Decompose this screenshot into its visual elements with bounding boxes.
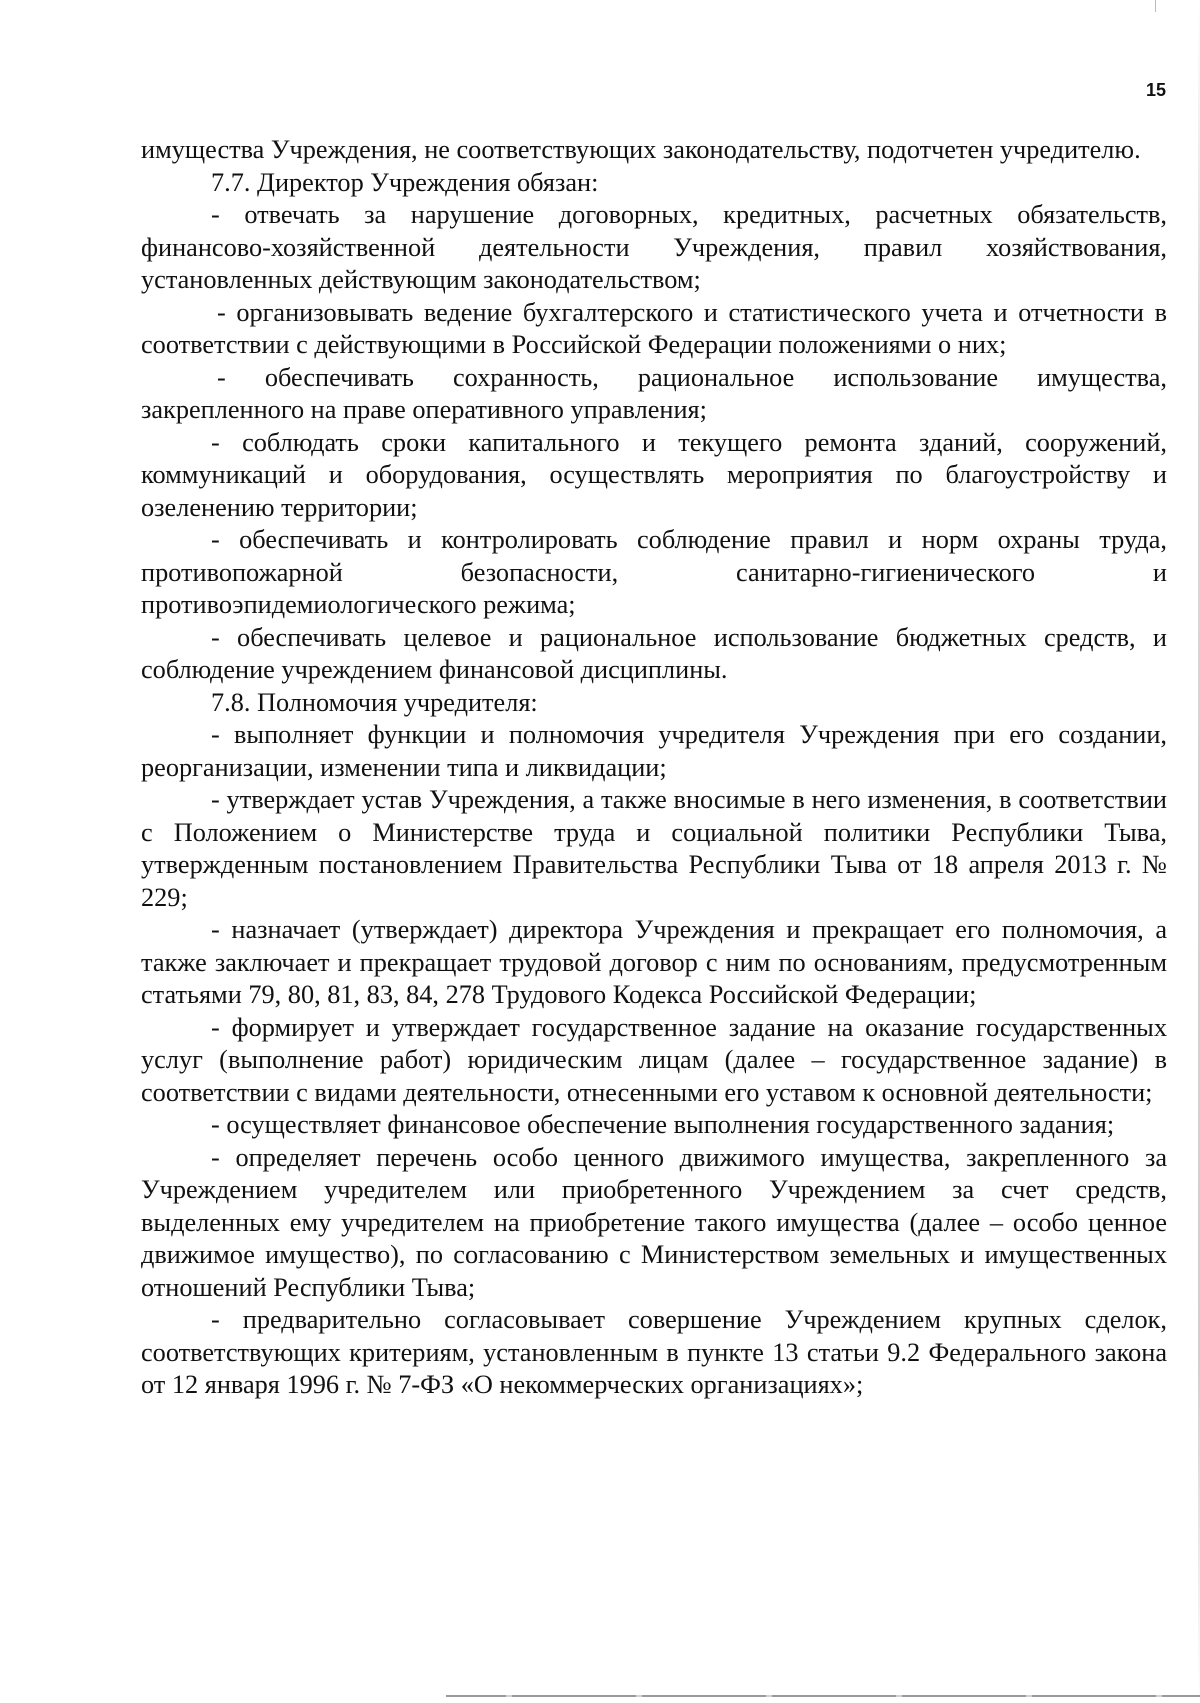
section-heading-7-8: 7.8. Полномочия учредителя: [211,687,538,717]
list-item: - обеспечивать целевое и рациональное использование бюджетных средств, и соблюдение учреждением финансовой дисциплины. [141,622,1167,684]
list-item: - предварительно согласовывает совершение Учреждением крупных сделок, соответствующих критериям, установленным в пункте 13 статьи 9.2 Федерального закона от 12 января 1996 г. № 7-ФЗ «О некоммерческих организациях»; [141,1305,1167,1399]
document-body [141,134,1167,1402]
list-item: - обеспечивать и контролировать соблюдение правил и норм охраны труда, противопожарной безопасности, санитарно-гигиенического и противоэпидемиологического режима; [141,525,1167,619]
list-item: - обеспечивать сохранность, рациональное использование имущества, закрепленного на праве оперативного управления; [141,362,1167,424]
list-item: - назначает (утверждает) директора Учреждения и прекращает его полномочия, а также заключает и прекращает трудовой договор с ним по основаниям, предусмотренным статьями 79, 80, 81, 83, 84, 278 Трудового Кодекса Российской Федерации; [141,915,1167,1009]
scan-bottom-line [446,1695,1200,1697]
list-item: - отвечать за нарушение договорных, кредитных, расчетных обязательств, финансово-хозяйственной деятельности Учреждения, правил хозяйствования, установленных действующим законодательством; [141,200,1167,294]
list-item: - определяет перечень особо ценного движимого имущества, закрепленного за Учреждением учредителем или приобретенного Учреждением за счет средств, выделенных ему учредителем на приобретение такого имущества (далее – особо ценное движимое имущество), по согласованию с Министерством земельных и имущественных отношений Республики Тыва; [141,1142,1167,1302]
list-item: - соблюдать сроки капитального и текущего ремонта зданий, сооружений, коммуникаций и оборудования, осуществлять мероприятия по благоустройству и озеленению территории; [141,427,1167,522]
section-heading-7-7: 7.7. Директор Учреждения обязан: [211,167,599,197]
list-item: - организовывать ведение бухгалтерского и статистического учета и отчетности в соответствии с действующими в Российской Федерации положениями о них; [141,297,1167,359]
paragraph-continuation: имущества Учреждения, не соответствующих законодательству, подотчетен учредителю. [141,135,1141,164]
list-item: - утверждает устав Учреждения, а также вносимые в него изменения, в соответствии с Положением о Министерстве труда и социальной политики Республики Тыва, утвержденным постановлением Правительства Республики Тыва от 18 апреля 2013 г. № 229; [141,785,1167,912]
scan-mark-top [1155,0,1156,12]
page-number: 15 [1145,80,1166,100]
list-item: - формирует и утверждает государственное задание на оказание государственных услуг (выполнение работ) юридическим лицам (далее – государственное задание) в соответствии с видами деятельности, отнесенными его уставом к основной деятельности; [141,1012,1167,1107]
list-item: - выполняет функции и полномочия учредителя Учреждения при его создании, реорганизации, изменении типа и ликвидации; [141,720,1167,782]
list-item: - осуществляет финансовое обеспечение выполнения государственного задания; [211,1110,1115,1139]
